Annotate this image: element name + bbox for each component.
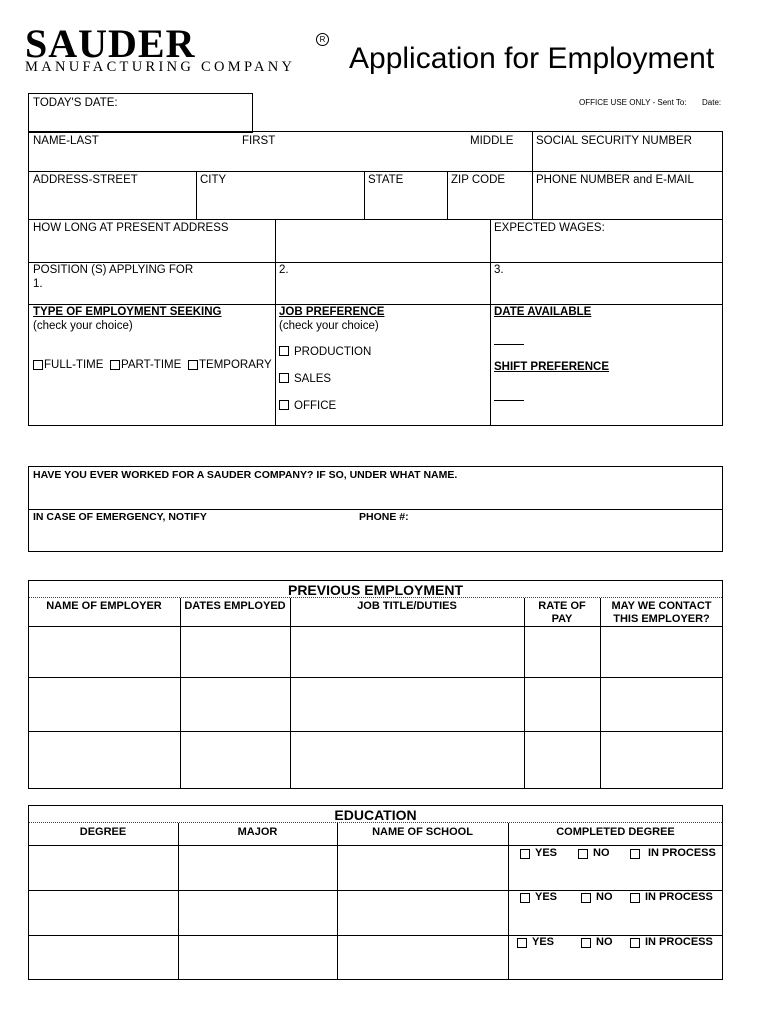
office-checkbox[interactable] — [279, 400, 289, 410]
office-use-label: OFFICE USE ONLY - Sent To: — [579, 98, 687, 107]
edu-no-checkbox[interactable] — [578, 849, 588, 859]
position-2-label: 2. — [279, 264, 289, 276]
edu-yes-label: YES — [535, 847, 558, 859]
emergency-contact-label: IN CASE OF EMERGENCY, NOTIFY — [33, 511, 207, 523]
position-3-label: 3. — [494, 264, 504, 276]
table-row[interactable] — [29, 732, 722, 788]
todays-date-label: TODAY'S DATE: — [33, 97, 118, 109]
office-date-label: Date: — [702, 98, 722, 107]
employment-type-heading: TYPE OF EMPLOYMENT SEEKING — [33, 306, 222, 318]
previous-employment-heading: PREVIOUS EMPLOYMENT — [287, 582, 464, 598]
edu-in-process-label: IN PROCESS — [648, 847, 716, 859]
sales-checkbox[interactable] — [279, 373, 289, 383]
sales-label: SALES — [294, 373, 332, 385]
table-row[interactable] — [29, 627, 722, 677]
ssn-label: SOCIAL SECURITY NUMBER — [536, 135, 692, 147]
job-preference-hint: (check your choice) — [279, 320, 379, 332]
company-logo: SAUDER — [25, 21, 196, 66]
col-may-contact-2: THIS EMPLOYER? — [613, 613, 710, 625]
col-degree: DEGREE — [79, 826, 127, 838]
company-subtitle: MANUFACTURING COMPANY — [25, 59, 296, 75]
edu-in-process-checkbox[interactable] — [630, 938, 640, 948]
col-school-name: NAME OF SCHOOL — [372, 826, 473, 838]
name-last-label: NAME-LAST — [33, 135, 99, 147]
edu-yes-label: YES — [532, 936, 555, 948]
full-time-checkbox[interactable] — [33, 360, 43, 370]
shift-preference-heading: SHIFT PREFERENCE — [494, 361, 610, 373]
part-time-checkbox[interactable] — [110, 360, 120, 370]
registered-mark-icon: R — [316, 33, 329, 46]
form-title: Application for Employment — [349, 42, 715, 75]
position-label: POSITION (S) APPLYING FOR — [33, 264, 194, 276]
emergency-phone-label: PHONE #: — [359, 511, 409, 523]
temporary-label: TEMPORARY — [199, 359, 272, 371]
production-label: PRODUCTION — [294, 346, 372, 358]
part-time-label: PART-TIME — [121, 359, 182, 371]
employment-type-hint: (check your choice) — [33, 320, 133, 332]
date-available-heading: DATE AVAILABLE — [494, 306, 592, 318]
edu-no-label: NO — [596, 891, 613, 903]
office-label: OFFICE — [294, 400, 337, 412]
first-name-label: FIRST — [242, 135, 276, 147]
zip-label: ZIP CODE — [451, 174, 506, 186]
job-preference-heading: JOB PREFERENCE — [279, 306, 385, 318]
edu-in-process-checkbox[interactable] — [630, 893, 640, 903]
edu-in-process-checkbox[interactable] — [630, 849, 640, 859]
state-label: STATE — [368, 174, 404, 186]
col-major: MAJOR — [237, 826, 278, 838]
full-time-label: FULL-TIME — [44, 359, 104, 371]
middle-name-label: MIDDLE — [470, 135, 514, 147]
phone-email-label: PHONE NUMBER and E-MAIL — [536, 174, 694, 186]
col-job-title: JOB TITLE/DUTIES — [357, 600, 457, 612]
table-row[interactable] — [29, 678, 722, 731]
col-rate-of-pay-2: PAY — [551, 613, 573, 625]
col-dates-employed: DATES EMPLOYED — [184, 600, 286, 612]
col-employer-name: NAME OF EMPLOYER — [46, 600, 162, 612]
city-label: CITY — [200, 174, 227, 186]
edu-in-process-label: IN PROCESS — [645, 936, 713, 948]
shift-preference-field[interactable] — [494, 400, 524, 401]
position-1-label: 1. — [33, 278, 43, 290]
edu-no-label: NO — [593, 847, 610, 859]
edu-no-checkbox[interactable] — [581, 938, 591, 948]
sauder-history-question: HAVE YOU EVER WORKED FOR A SAUDER COMPANY? IF SO, UNDER WHAT NAME. — [33, 469, 458, 481]
temporary-checkbox[interactable] — [188, 360, 198, 370]
edu-yes-checkbox[interactable] — [520, 893, 530, 903]
edu-no-checkbox[interactable] — [581, 893, 591, 903]
production-checkbox[interactable] — [279, 346, 289, 356]
education-heading: EDUCATION — [334, 807, 417, 823]
edu-no-label: NO — [596, 936, 613, 948]
edu-yes-checkbox[interactable] — [520, 849, 530, 859]
edu-yes-checkbox[interactable] — [517, 938, 527, 948]
col-may-contact: MAY WE CONTACT — [611, 600, 712, 612]
col-rate-of-pay: RATE OF — [538, 600, 586, 612]
edu-yes-label: YES — [535, 891, 558, 903]
edu-in-process-label: IN PROCESS — [645, 891, 713, 903]
address-street-label: ADDRESS-STREET — [33, 174, 138, 186]
date-available-field[interactable] — [494, 344, 524, 345]
how-long-label: HOW LONG AT PRESENT ADDRESS — [33, 222, 229, 234]
col-completed-degree: COMPLETED DEGREE — [556, 826, 675, 838]
expected-wages-label: EXPECTED WAGES: — [494, 222, 605, 234]
